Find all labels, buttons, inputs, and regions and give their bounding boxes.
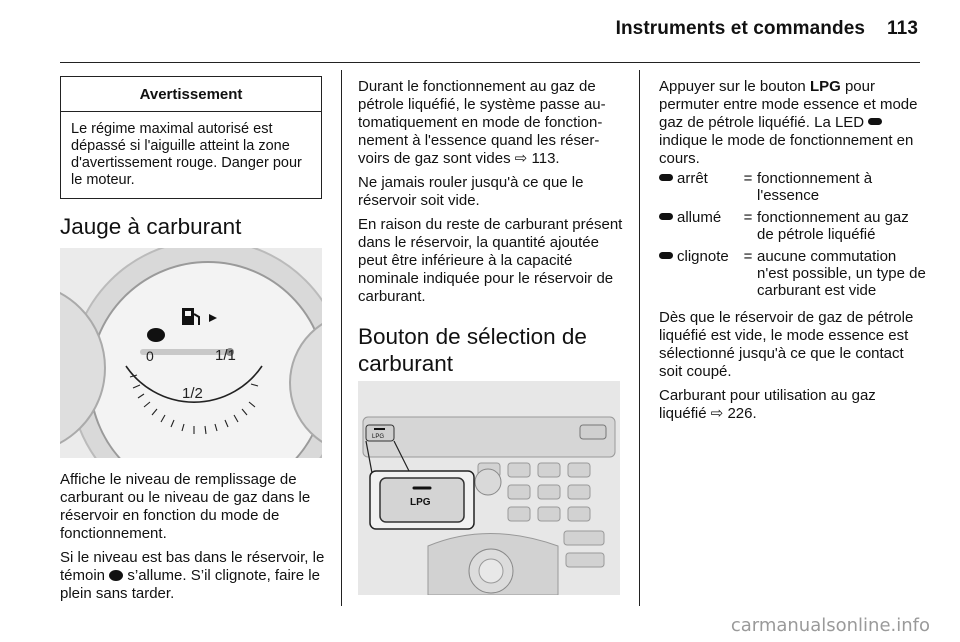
gauge-label-half: 1/2 (182, 385, 203, 402)
fuel-gauge-para-1: Affiche le niveau de remplissage de carburant ou le niveau de gaz dans le réservoir en fonction du mode de fonctionnement. (60, 471, 311, 542)
fuel-gauge-figure (60, 248, 322, 458)
table-row: allumé = fonctionnement au gaz de pétrole liquéfié (659, 209, 927, 243)
right-text-lower (659, 309, 923, 429)
fuel-selector-heading: Bouton de sélection de carburant (358, 324, 587, 376)
lpg-button-figure (358, 381, 620, 595)
page-ref-arrow-icon: ⇨ (710, 405, 724, 422)
page-ref-arrow-icon: ⇨ (514, 150, 528, 167)
led-state-table (659, 170, 927, 304)
lpg-button-label: LPG (410, 497, 431, 508)
led-indicator-icon (659, 213, 673, 220)
column-divider (639, 70, 640, 606)
led-indicator-icon (868, 118, 882, 125)
lpg-empty-para: Dès que le réservoir de gaz de pétrole liquéfié est vide, le mode essence est sélectionné jusqu'à ce que le contact soit coupé. (659, 309, 914, 380)
page-number: 113 (887, 18, 918, 39)
warning-box (60, 76, 322, 199)
lpg-auto-switch-para: Durant le fonctionnement au gaz de pétrole liquéfié, le système passe au- tomatiquement en mode de fonction- nement à l'essence quand les réser- voirs de gaz sont vides ⇨ 113. (358, 78, 606, 167)
page-reference[interactable]: 226. (727, 405, 757, 422)
led-indicator-icon (659, 174, 673, 181)
right-text (659, 78, 923, 174)
table-row: clignote = aucune commutation n'est possible, un type de carburant est vide (659, 248, 927, 299)
warning-title: Avertissement (61, 77, 321, 112)
fuel-gauge-illustration (60, 248, 322, 458)
lpg-button-intro: Appuyer sur le bouton LPG pour permuter entre mode essence et mode gaz de pétrole liquéfié. La LED indique le mode de fonctionnement en cours. (659, 78, 918, 167)
table-row: arrêt = fonctionnement à l'essence (659, 170, 927, 204)
small-lpg-label: LPG (372, 434, 385, 440)
chapter-title: Instruments et commandes (615, 18, 866, 39)
watermark: carmanualsonline.info (730, 615, 930, 636)
column-divider (341, 70, 342, 606)
gauge-label-empty: 0 (146, 348, 154, 364)
middle-text (358, 78, 624, 312)
page-reference[interactable]: 113. (531, 150, 560, 167)
fuel-gauge-para-2: Si le niveau est bas dans le réservoir, le témoin s’allume. S’il clignote, faire le plein sans tarder. (60, 549, 325, 602)
page-header (616, 18, 918, 40)
fuel-warning-lamp-icon (109, 570, 123, 581)
residual-fuel-para: En raison du reste de carburant présent dans le réservoir, la quantité ajoutée peut être inférieure à la capacité nominale indiquée pour le réservoir de carburant. (358, 216, 623, 305)
header-rule (60, 62, 920, 63)
warning-text: Le régime maximal autorisé est dépassé si l'aiguille atteint la zone d'avertissement rouge. Danger pour le moteur. (71, 121, 302, 188)
lpg-fuel-ref-para: Carburant pour utilisation au gaz liquéfié ⇨ 226. (659, 387, 876, 422)
gauge-label-full: 1/1 (215, 347, 236, 364)
center-console-illustration (358, 381, 620, 595)
led-indicator-icon (659, 252, 673, 259)
empty-tank-para: Ne jamais rouler jusqu'à ce que le réservoir soit vide. (358, 174, 584, 209)
fuel-gauge-text (60, 471, 326, 609)
fuel-gauge-heading: Jauge à carburant (60, 214, 242, 239)
